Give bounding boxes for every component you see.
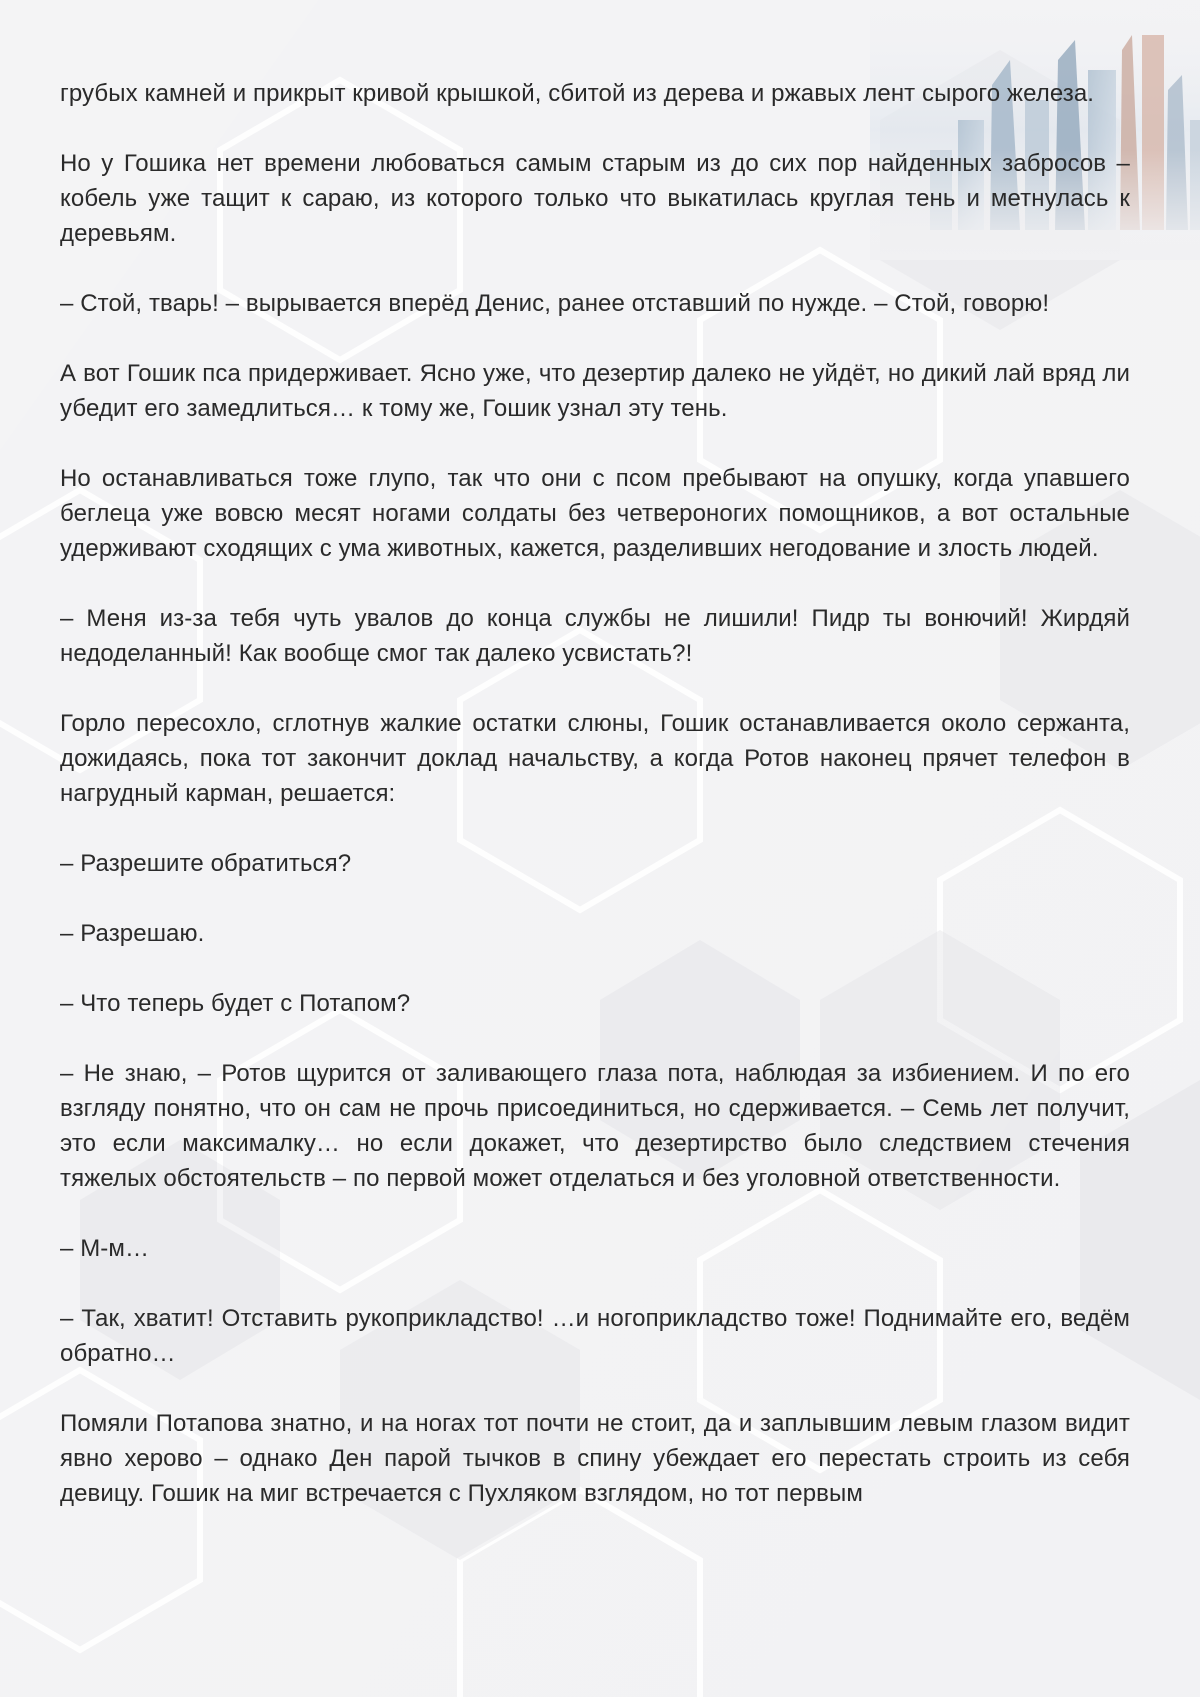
paragraph: – Не знаю, – Ротов щурится от заливающего глаза пота, наблюдая за избиением. И по его взгляду понятно, что он сам не прочь присоединиться, но сдерживается. – Семь лет получит, это если максималку… но если докажет, что дезертирство было следствием стечения тяжелых обстоятельств – по первой может отделаться и без уголовной ответственности. — [60, 1060, 1130, 1192]
paragraph: Помяли Потапова знатно, и на ногах тот почти не стоит, да и заплывшим левым глазом видит явно херово – однако Ден парой тычков в спину убеждает его перестать строить из себя девицу. Гошик на миг встречается с Пухляком взглядом, но тот первым — [60, 1410, 1130, 1507]
paragraph: – Что теперь будет с Потапом? — [60, 990, 411, 1017]
paragraph: грубых камней и прикрыт кривой крышкой, сбитой из дерева и ржавых лент сырого железа. — [60, 80, 1095, 107]
paragraph: – Так, хватит! Отставить рукоприкладство! …и ногоприкладство тоже! Поднимайте его, ведём обратно… — [60, 1305, 1130, 1367]
paragraph: Но у Гошика нет времени любоваться самым старым из до сих пор найденных забросов – кобель уже тащит к сараю, из которого только что выкатилась круглая тень и метнулась к деревьям. — [60, 150, 1130, 247]
paragraph: – Разрешаю. — [60, 920, 205, 947]
document-page — [60, 76, 1130, 1511]
paragraph: А вот Гошик пса придерживает. Ясно уже, что дезертир далеко не уйдёт, но дикий лай вряд ли убедит его замедлиться… к тому же, Гошик узнал эту тень. — [60, 360, 1130, 422]
paragraph: Но останавливаться тоже глупо, так что они с псом пребывают на опушку, когда упавшего беглеца уже вовсю месят ногами солдаты без четвероногих помощников, а вот остальные удерживают сходящих с ума животных, кажется, разделивших негодование и злость людей. — [60, 465, 1130, 562]
paragraph: – Меня из-за тебя чуть увалов до конца службы не лишили! Пидр ты вонючий! Жирдяй недоделанный! Как вообще смог так далеко усвистать?! — [60, 605, 1130, 667]
paragraph: Горло пересохло, сглотнув жалкие остатки слюны, Гошик останавливается около сержанта, дожидаясь, пока тот закончит доклад начальству, а когда Ротов наконец прячет телефон в нагрудный карман, решается: — [60, 710, 1130, 807]
paragraph: – Стой, тварь! – вырывается вперёд Денис, ранее отставший по нужде. – Стой, говорю! — [60, 290, 1050, 317]
paragraph: – Разрешите обратиться? — [60, 850, 352, 877]
paragraph: – М-м… — [60, 1235, 150, 1262]
